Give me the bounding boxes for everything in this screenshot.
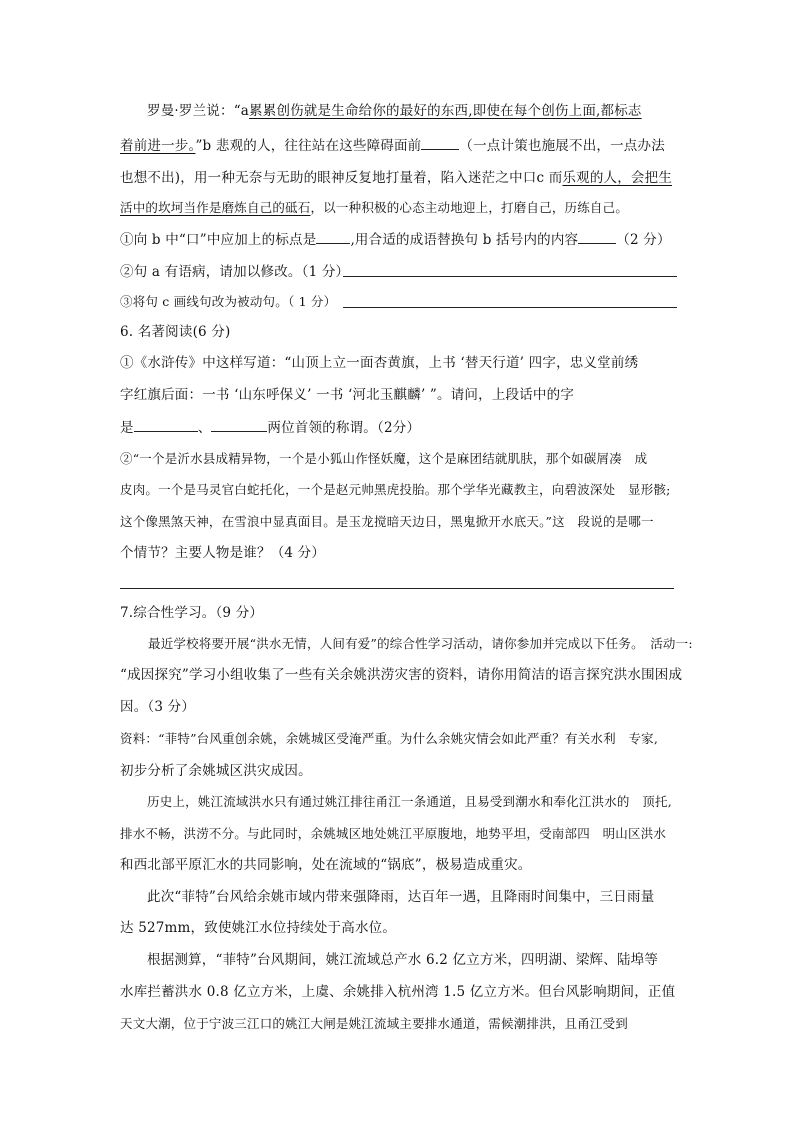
sentence-a-underlined: 累累创伤就是生命给你的最好的东西,即使在每个创伤上面,都标志 — [249, 103, 642, 119]
q6-p2-line-1: ②“一个是沂水县成精异物，一个是小狐山作怪妖魔，这个是麻团结就肌肤，那个如碳屑凑 成 — [120, 451, 648, 466]
q7-intro-line-2: “成因探究”学习小组收集了一些有关余姚洪涝灾害的资料，请你用简洁的语言探究洪水围困成 — [120, 667, 683, 683]
q5-l1-text: 罗曼·罗兰说：“a — [147, 103, 250, 119]
q7-rain-line-1: 此次“菲特”台风给余姚市域内带来强降雨，达百年一遇，且降雨时间集中，三日雨量 — [147, 889, 655, 905]
q6-p1l3-sep: 、 — [197, 420, 212, 436]
q5-l2-text: ”b 悲观的人，往往站在这些障碍面前 — [195, 138, 422, 154]
q6-p1-line-2: 字红旗后面：一书 ‘山东呼保义’ 一书 ‘河北玉麒麟’ ”。请问，上段话中的字 — [120, 387, 575, 403]
q5-line-1 — [147, 101, 642, 121]
answer-blank-punctuation[interactable] — [316, 229, 350, 244]
q6-p2-line-2: 皮肉。一个是马灵官白蛇托化，一个是赵元帅黑虎投胎。那个学华光藏教主，向碧波深处 显形骸; — [120, 482, 671, 497]
q5-l3-text: 也想不出)，用一种无奈与无助的眼神反复地打量着，陷入迷茫之中口c 而 — [120, 170, 563, 186]
q6-p2-line-4: 个情节？主要人物是谁？（4 分） — [120, 545, 326, 561]
answer-line-q6-2[interactable] — [120, 588, 674, 589]
q6-p1l3-text: 是 — [120, 420, 134, 436]
q7-history-line-2: 排水不畅，洪涝不分。与此同时，余姚城区地处姚江平原腹地，地势平坦，受南部四 明山区洪水 — [120, 826, 667, 841]
q7-history-line-3: 和西北部平原汇水的共同影响，处在流域的“锅底”，极易造成重灾。 — [120, 857, 532, 873]
q5-s3-text: ③将句 c 画线句改为被动句。（ 1 分） — [120, 294, 337, 309]
q5-line-2 — [120, 135, 665, 156]
answer-line-q5-2[interactable] — [343, 276, 677, 277]
q5-s1-text: ①向 b 中“口”中应加上的标点是 — [120, 232, 317, 248]
q7-material-line-1: 资料：“菲特”台风重创余姚，余姚城区受淹严重。为什么余姚灾情会如此严重？有关水利 专家, — [120, 731, 659, 746]
q7-history-line-1: 历史上，姚江流域洪水只有通过姚江排往甬江一条通道，且易受到潮水和奉化江洪水的 顶托, — [147, 794, 672, 809]
q6-p1-line-3 — [120, 417, 420, 438]
q5-l2-text-2: （一点计策也施展不出，一点办法 — [459, 138, 665, 154]
q7-calc-line-3: 天文大潮，位于宁波三江口的姚江大闸是姚江流域主要排水通道，需候潮排洪，且甬江受到 — [120, 1016, 629, 1031]
q6-p2-line-3: 这个像黑煞天神，在雪浪中显真面目。是玉龙搅暗天边日，黑鬼掀开水底天。”这 段说的是哪一 — [120, 514, 654, 529]
q5-s1-text-2: ,用合适的成语替换句 b 括号内的内容 — [350, 232, 579, 248]
answer-blank-leader-2[interactable] — [211, 417, 267, 432]
q5-s1-score: （2 分） — [616, 232, 671, 248]
q7-calc-line-1: 根据测算，“菲特”台风期间，姚江流域总产水 6.2 亿立方米，四明湖、梁辉、陆埠等 — [147, 952, 659, 968]
q5-s2-text: ②句 a 有语病，请加以修改。（1 分） — [120, 264, 350, 280]
q5-l4-text: ，以一种积极的心态主动地迎上，打磨自己，历练自己。 — [310, 200, 629, 215]
q7-intro-line-3: 因。（3 分） — [120, 699, 196, 715]
sentence-c-underlined: 乐观的人，会把生 — [562, 170, 673, 186]
q6-p1-line-1: ①《水浒传》中这样写道：“山顶上立一面杏黄旗，上书 ‘替天行道’ 四字，忠义堂前绣 — [120, 355, 639, 371]
q7-calc-line-2: 水库拦蓄洪水 0.8 亿立方米，上虞、余姚排入杭州湾 1.5 亿立方米。但台风影响期间，正值 — [120, 984, 676, 1000]
q5-line-4 — [120, 198, 628, 218]
sentence-a-underlined-end: 着前进一步。 — [120, 138, 196, 154]
q5-blank-punctuation — [421, 135, 459, 150]
q5-subquestion-3 — [120, 292, 336, 312]
q5-subquestion-2 — [120, 262, 349, 282]
answer-line-q5-3[interactable] — [343, 307, 677, 308]
sentence-c-underlined-end: 活中的坎坷当作是磨炼自己的砥石 — [120, 200, 311, 215]
q7-title: 7.综合性学习。（9 分） — [120, 605, 264, 621]
q7-material-line-2: 初步分析了余姚城区洪灾成因。 — [120, 763, 312, 779]
q6-p1l3-text-2: 两位首领的称谓。（2分） — [267, 420, 421, 436]
answer-blank-leader-1[interactable] — [134, 417, 198, 432]
q6-title: 6. 名著阅读(6 分) — [120, 324, 231, 340]
q7-intro-line-1: 最近学校将要开展“洪水无情，人间有爱”的综合性学习活动，请你参加并完成以下任务。 活动一: — [148, 636, 693, 651]
q5-subquestion-1 — [120, 229, 671, 250]
q7-rain-line-2: 达 527mm，致使姚江水位持续处于高水位。 — [120, 920, 397, 936]
q5-line-3 — [120, 168, 672, 188]
answer-blank-idiom[interactable] — [578, 229, 616, 244]
